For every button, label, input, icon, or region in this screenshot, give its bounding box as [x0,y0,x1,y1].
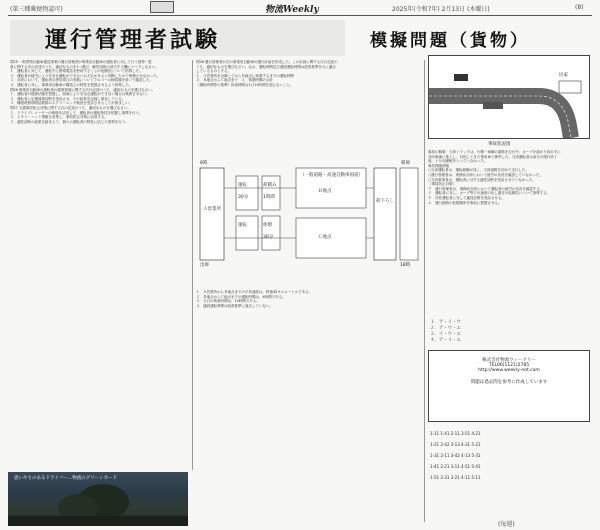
text-line: イ 運転者に対し、カーブ等での速度の出し過ぎの危険性について指導する。 [428,191,551,196]
title-left: 運行管理者試験 [45,27,221,53]
answer-table [430,428,588,483]
diagram-drive-1-duration: 30分 [238,195,249,200]
column-2-questions [196,290,421,308]
answer-choice: １．ア・イ・ウ [430,320,461,325]
answer-table-row: 1-41 2-21 3-11 4-51 5-41 [430,464,481,469]
diagram-break: 休憩 [263,223,272,228]
header-left-label: (第三種郵便物認可) [10,6,63,13]
text-line: ２．運転者が疲労により安全な運転ができないおそれがあると判断したので乗務させなかった。 [10,73,161,78]
text-line: ２．運転者に定期健康診断を受診させ、その結果を記録し保存している。 [10,96,126,101]
answer-list [430,320,585,344]
footer-photo [8,472,188,526]
question-line: ４．連続運転時間は改善基準に違反していない。 [196,303,273,308]
diagram-center-label: （一般道路・高速自動車国道） [300,173,363,178]
diagram-drive-1: 運転 [238,183,247,188]
header-rule [8,15,592,16]
diagram-break-duration: 30分 [263,235,274,240]
diagram-loc-c: Ｃ地点 [318,235,332,240]
text-line: １．運転者の健康状態を把握し、疾病により安全な運転ができない場合は乗務させない。 [10,92,150,97]
text-line: １．Ａ営業所を出庫してからＢ地点に到着するまでの運転時間 [196,73,294,78]
accident-map-svg [429,56,589,138]
text-line: （事故防止対策） [428,182,456,187]
text-line: 問26 事業用自動車の運転者の健康管理に関する次の記述のうち、適切なものを選びなさい。 [10,87,156,92]
answer-table-row: 1-31 2-11 3-42 4-13 5-31 [430,453,481,458]
diagram-load-duration: 1時間 [263,195,275,200]
operation-diagram [196,158,421,278]
header-brand: 物流Weekly [265,5,319,15]
question-line: ３．当日の拘束時間は、12時間である。 [196,299,260,304]
text-line: 事故の概要：当該トラックは、片側一車線の道路を走行中、カーブを曲がり切れずに [428,150,561,154]
text-line: ４．運転者に対し、事業用自動車の構造上の特性を把握させるよう指導した。 [10,82,133,87]
text-line: 問25 一般貨物自動車運送事業の運行管理者が事業用自動車の運転者に対して行う指導・監 [10,60,152,64]
text-line: 問27 交通事故防止対策に関する次の記述のうち、適切なものを選びなさい。 [10,105,131,110]
column-1 [10,60,190,124]
ad-publisher: 株式会社物流ウィークリー [482,358,536,363]
map-caption: 事故状況図 [488,142,511,147]
answer-table-row: 1-51 2-31 3-21 4-11 5-11 [430,475,481,480]
diagram-drive-mid: 運転 [238,223,247,228]
text-line: うち、適切なものを選びなさい。なお、運転時間及び連続運転時間は改善基準告示に適合 [196,64,336,69]
text-line: １．ドライブレコーダーの映像を活用して、運転者の運転特性を把握し指導を行う。 [10,110,143,115]
answer-table-row: 1-11 1-41 2-11 3-51 4-21 [430,431,481,436]
diagram-loc-b: Ｂ地点 [318,189,332,194]
ad-url[interactable]: http://www.weekly-net.com [478,368,540,373]
question-line: ２．Ｂ地点からＣ地点までの運転時間は、4時間である。 [196,294,286,299]
text-line: しているものとする。 [196,69,231,74]
ad-box [428,350,590,422]
text-line: ２．Ｂ地点からＣ地点まで ３．休憩時間の合計 [196,78,273,83]
text-line: ３．睡眠時無呼吸症候群のスクリーニング検査を受診させることが望ましい。 [10,101,133,106]
column-2-lines [196,60,421,88]
accident-map [428,55,590,139]
ad-note: 問題は過去問を参考に作成しています [470,380,548,385]
column-3-lines [428,150,588,205]
header-date: 2025年(令和7年) 2月13日 (木曜日) [392,6,490,13]
text-line: １．運転者に対して、運転中に携帯電話を使用することの危険性について指導した。 [10,69,143,74]
column-1-lines [10,60,190,124]
answer-choice: ３．イ・ウ・エ [430,332,461,337]
diagram-return: 帰庫 [401,161,410,166]
header-page-number: (8) [575,4,584,11]
photo-caption: 思いやりのあるドライバー…物流のグリーンカード [14,476,118,481]
answer-choice: ２．ア・ウ・エ [430,326,461,331]
diagram-office: Ａ営業所 [203,207,221,212]
text-line: 事故関連情報 [428,163,449,168]
diagram-time-depart: 6時 [200,161,208,166]
footer-label: (毎週) [498,521,515,528]
text-line: ３．適性診断の結果を踏まえて、個々の運転者の特性に応じた指導を行う。 [10,119,129,124]
ad-tel: TEL06(1121)2785 [488,363,530,368]
text-line: 問28 運行管理者が次の事業用自動車の運行計画を作成した。この計画に関する次の記述の [196,60,338,64]
question-line: １．Ａ営業所からＢ地点までの平均速度は、時速30キロメートルである。 [196,290,313,294]
answer-table-rows [430,428,588,483]
diagram-load: 荷積み [263,183,277,188]
text-line: ○運行管理者は、乗務前点呼において疲労の状況を確認していなかった。 [428,172,543,177]
column-rule-1 [192,60,193,470]
answer-choice: ４．ア・イ・エ [430,338,461,343]
text-line: ア 運行管理者は、乗務前点呼において運転者の疲労の状況を確認する。 [428,186,544,191]
text-line: エ 運行経路の危険箇所を事前に把握させる。 [428,200,502,205]
header-logo-box [150,1,174,13]
answer-table-row: 1-21 2-42 3-13 4-31 5-21 [430,442,481,447]
text-line: ○当該事業者は、運転者に対する適性診断を受診させていなかった。 [428,177,536,182]
text-line: 後、十分な睡眠をとっていなかった。 [428,159,488,164]
diagram-time-return: 18時 [400,263,411,268]
column-3 [428,150,588,205]
text-line: 対向車線に進入し、対向してきた乗用車と衝突した。当該運転者は前日の運行終了 [428,154,558,159]
text-line: ウ 初任運転者に対して適性診断を受診させる。 [428,195,505,200]
text-line: ○当該運転者は、運転経験が浅く、当該道路を初めて走行した。 [428,168,529,173]
column-2 [196,60,421,88]
column-rule-2 [424,60,425,522]
text-line: ２．ヒヤリ・ハット情報を収集し、事故防止対策に活用する。 [10,115,108,120]
diagram-depart: 出庫 [200,263,209,268]
column-2-lower [196,290,421,308]
diagram-unload: 荷下ろし [376,199,394,204]
map-house-label: 民家 [559,73,568,78]
text-line: 督に関する次の記述のうち、適切なものを1つ選び、解答用紙の該当する欄にマークしなさい。 [10,64,159,69]
answer-choices [430,320,585,344]
text-line: ３．点呼において、運転者の酒気帯びの有無についてアルコール検知器を用いて確認した。 [10,78,153,83]
text-line: （運転時間等の基準）拘束時間は1日13時間を超えないこと。 [196,82,294,87]
title-right: 模擬問題（貨物） [370,31,530,51]
